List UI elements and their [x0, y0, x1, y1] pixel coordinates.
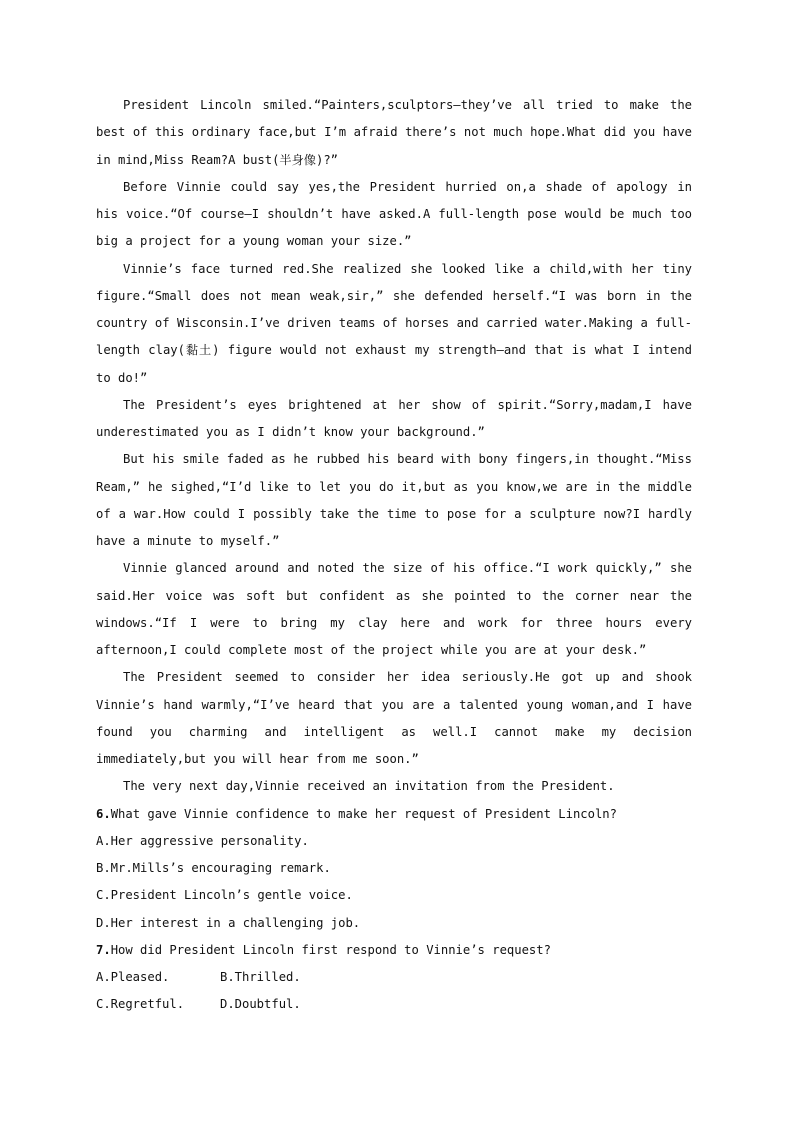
question-7-number: 7.	[96, 942, 111, 957]
passage-paragraph-6: Vinnie glanced around and noted the size of his office.“I work quickly,” she said.Her voice was soft but confident as she pointed to the corner near the windows.“If I were to bring my clay here and work for three hours every afternoon,I could complete most of the project while you are at your desk.”	[96, 561, 692, 657]
question-7-options-row-1	[96, 964, 692, 991]
question-6-stem	[96, 801, 692, 828]
question-6-option-d: D.Her interest in a challenging job.	[96, 915, 361, 930]
passage-paragraph-7: The President seemed to consider her idea seriously.He got up and shook Vinnie’s hand warmly,“I’ve heard that you are a talented young woman,and I have found you charming and intelligent as well.I cannot make my decision immediately,but you will hear from me soon.”	[96, 670, 692, 766]
question-7-text: How did President Lincoln first respond to Vinnie’s request?	[110, 942, 551, 957]
reading-passage	[96, 92, 692, 801]
passage-paragraph-3: Vinnie’s face turned red.She realized she looked like a child,with her tiny figure.“Small does not mean weak,sir,” she defended herself.“I was born in the country of Wisconsin.I’ve driven teams of horses and carried water.Making a full-length clay(黏土) figure would not exhaust my strength—and that is what I intend to do!”	[96, 261, 692, 385]
passage-paragraph-5: But his smile faded as he rubbed his beard with bony fingers,in thought.“Miss Ream,” he sighed,“I’d like to let you do it,but as you know,we are in the middle of a war.How could I possibly take the time to pose for a sculpture now?I hardly have a minute to myself.”	[96, 452, 692, 548]
question-6-option-b: B.Mr.Mills’s encouraging remark.	[96, 861, 331, 875]
question-6-option-c: C.President Lincoln’s gentle voice.	[96, 888, 353, 903]
question-7-option-d: D.Doubtful.	[220, 997, 301, 1012]
question-6	[96, 801, 692, 937]
passage-paragraph-8: The very next day,Vinnie received an invitation from the President.	[123, 779, 615, 794]
document-page	[96, 92, 692, 1019]
question-6-option-a: A.Her aggressive personality.	[96, 833, 309, 848]
passage-paragraph-4: The President’s eyes brightened at her show of spirit.“Sorry,madam,I have underestimated you as I didn’t know your background.”	[96, 397, 692, 439]
question-7-stem	[96, 937, 692, 964]
question-7	[96, 937, 692, 1019]
passage-paragraph-2: Before Vinnie could say yes,the President hurried on,a shade of apology in his voice.“Of course—I shouldn’t have asked.A full-length pose would be much too big a project for a young woman your size.”	[96, 179, 692, 249]
question-7-option-b: B.Thrilled.	[220, 970, 301, 984]
passage-paragraph-1: President Lincoln smiled.“Painters,sculptors—they’ve all tried to make the best of this ordinary face,but I’m afraid there’s not much hope.What did you have in mind,Miss Ream?A bust(半身像)?”	[96, 98, 692, 167]
question-7-option-c: C.Regretful.	[96, 997, 185, 1012]
question-6-text: What gave Vinnie confidence to make her request of President Lincoln?	[110, 806, 617, 821]
question-7-option-a: A.Pleased.	[96, 970, 170, 984]
question-7-options-row-2	[96, 991, 692, 1018]
question-6-number: 6.	[96, 806, 111, 821]
